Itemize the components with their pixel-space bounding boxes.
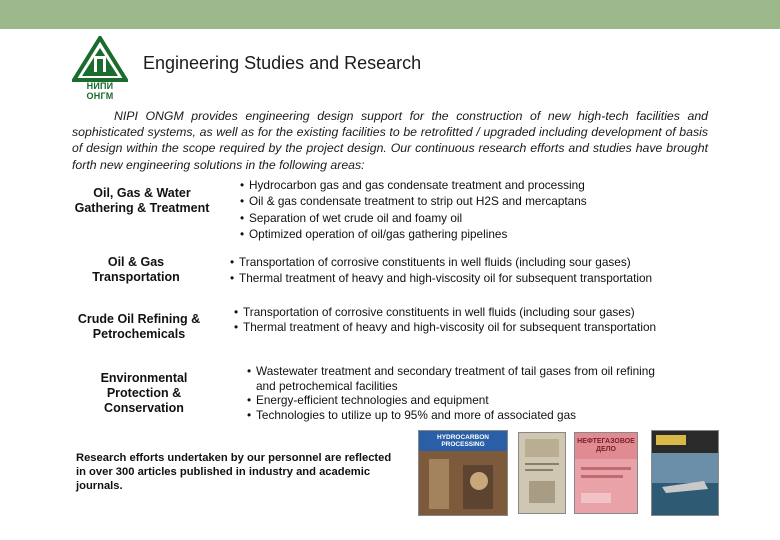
top-banner [0, 0, 780, 29]
area-label-gathering: Oil, Gas & Water Gathering & Treatment [74, 186, 210, 215]
list-item: • Oil & gas condensate treatment to strip out H2S and mercaptans [240, 193, 660, 209]
list-item: • Transportation of corrosive constituents in well fluids (including sour gases) [230, 254, 730, 270]
area-list-transportation [230, 254, 730, 287]
company-logo [72, 36, 128, 101]
publications-note: Research efforts undertaken by our personnel are reflected in over 300 articles published in industry and academic journals. [76, 452, 392, 493]
area-list-gathering [240, 177, 660, 242]
list-item: • Thermal treatment of heavy and high-viscosity oil for subsequent transportation [234, 320, 684, 335]
journal-cover-4 [651, 430, 719, 516]
page-title: Engineering Studies and Research [143, 53, 422, 73]
logo-triangle-icon [72, 36, 128, 82]
list-item: • Hydrocarbon gas and gas condensate treatment and processing [240, 177, 660, 193]
cover-title: НЕФТЕГАЗОВОЕ ДЕЛО [577, 438, 635, 453]
journal-cover-hydrocarbon-processing [418, 430, 508, 516]
logo-text: НИПИ ОНГМ [86, 81, 114, 101]
journal-cover-2 [518, 432, 566, 514]
area-list-refining [234, 305, 684, 334]
list-item: • Optimized operation of oil/gas gathering pipelines [240, 226, 660, 242]
list-item: • Energy-efficient technologies and equipment [247, 393, 657, 408]
intro-paragraph: NIPI ONGM provides engineering design support for the construction of new high-tech facilities and sophisticated systems, as well as for the existing facilities to be retrofitted / upgraded including development of basis of design within the scope required by the project design. Our continuous research efforts and studies have brought forth new engineering solutions in the following areas: [72, 109, 708, 172]
area-label-environmental: Environmental Protection & Conservation [100, 371, 188, 415]
journal-cover-neftegazovoe-delo [574, 432, 638, 514]
area-label-refining: Crude Oil Refining & Petrochemicals [77, 312, 201, 341]
area-label-transportation: Oil & Gas Transportation [92, 255, 180, 284]
list-item: • Separation of wet crude oil and foamy oil [240, 210, 660, 226]
cover-photo-icon [652, 431, 718, 515]
list-item: • Technologies to utilize up to 95% and more of associated gas [247, 408, 657, 423]
area-list-environmental [247, 364, 657, 422]
list-item: • Thermal treatment of heavy and high-viscosity oil for subsequent transportation [230, 270, 730, 286]
cover-art-icon [519, 433, 565, 513]
cover-title: HYDROCARBON PROCESSING [437, 434, 489, 448]
list-item: • Wastewater treatment and secondary treatment of tail gases from oil refining and petrochemical facilities [247, 364, 657, 393]
list-item: • Transportation of corrosive constituents in well fluids (including sour gases) [234, 305, 684, 320]
